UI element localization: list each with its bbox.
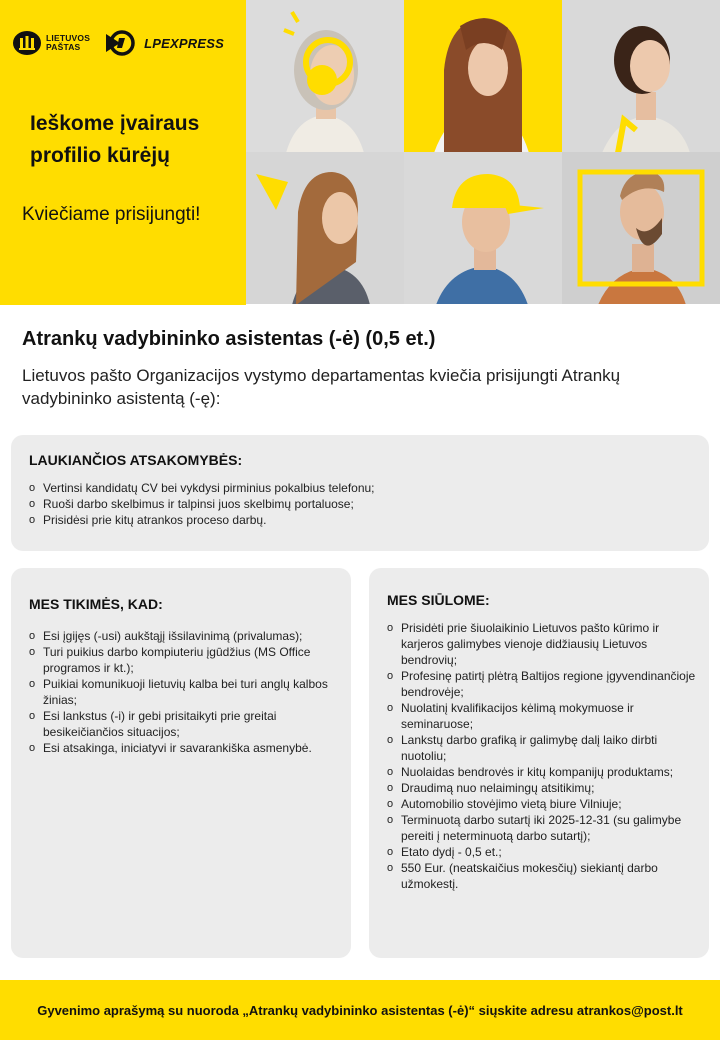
list-item: o Esi įgijęs (-usi) aukštąjį išsilavinimą (privalumas);: [29, 628, 329, 644]
portrait-man-yellow-cap: [404, 152, 562, 304]
responsibilities-card: [11, 435, 709, 551]
logo-lp-line1: LIETUVOS: [46, 33, 91, 43]
list-item: o Automobilio stovėjimo vietą biure Vilniuje;: [387, 796, 697, 812]
list-item: o Terminuotą darbo sutartį iki 2025-12-31 (su galimybe pereiti į neterminuotą darbo sutartį);: [387, 812, 697, 844]
responsibilities-list: [29, 480, 689, 528]
portrait-woman-arrow: [246, 152, 404, 304]
list-item: o Draudimą nuo nelaimingų atsitikimų;: [387, 780, 697, 796]
list-item: o Nuolaidas bendrovės ir kitų kompanijų produktams;: [387, 764, 697, 780]
job-intro: Lietuvos pašto Organizacijos vystymo departamentas kviečia prisijungti Atrankų vadybininko asistentą (-ę):: [22, 366, 621, 408]
hero-title: Ieškome įvairaus profilio kūrėjų: [30, 112, 200, 167]
hero-subtitle: Kviečiame prisijungti!: [22, 204, 201, 225]
expectations-card: [11, 568, 351, 958]
logo-lp-line2: PAŠTAS: [46, 42, 81, 52]
lietuvos-pastas-logo: [12, 30, 90, 56]
offer-card: [369, 568, 709, 958]
list-item: o Nuolatinį kvalifikacijos kėlimą mokymuose ir seminaruose;: [387, 700, 697, 732]
lietuvos-pastas-emblem-icon: [12, 30, 42, 56]
list-item: o Esi atsakinga, iniciatyvi ir savarankiška asmenybė.: [29, 740, 329, 756]
hero-banner: [0, 0, 720, 305]
list-item: o Etato dydį - 0,5 et.;: [387, 844, 697, 860]
footer-banner: [0, 980, 720, 1040]
offer-list: [387, 620, 697, 892]
portrait-woman-yellow: [404, 0, 562, 152]
footer-text: Gyvenimo aprašymą su nuoroda „Atrankų vadybininko asistentas (-ė)“ siųskite adresu atrankos@post.lt: [37, 1002, 683, 1018]
job-title: Atrankų vadybininko asistentas (-ė) (0,5 et.): [22, 328, 436, 350]
lpexpress-logo: [106, 30, 224, 56]
list-item: o Esi lankstus (-i) ir gebi prisitaikyti prie greitai besikeičiančios situacijos;: [29, 708, 329, 740]
portrait-woman-short-hair: [562, 0, 720, 152]
list-item: o Prisidėsi prie kitų atrankos proceso darbų.: [29, 512, 689, 528]
responsibilities-heading: LAUKIANČIOS ATSAKOMYBĖS:: [29, 452, 243, 468]
hero-text-panel: [0, 0, 246, 305]
list-item: o Turi puikius darbo kompiuteriu įgūdžius (MS Office programos ir kt.);: [29, 644, 329, 676]
list-item: o Profesinę patirtį plėtrą Baltijos regione įgyvendinančioje bendrovėje;: [387, 668, 697, 700]
lpexpress-emblem-icon: [106, 30, 140, 56]
list-item: o Prisidėti prie šiuolaikinio Lietuvos pašto kūrimo ir karjeros galimybes vienoje didžiausių Lietuvos bendrovių;: [387, 620, 697, 668]
list-item: o Vertinsi kandidatų CV bei vykdysi pirminius pokalbius telefonu;: [29, 480, 689, 496]
list-item: o Ruoši darbo skelbimus ir talpinsi juos skelbimų portaluose;: [29, 496, 689, 512]
offer-heading: MES SIŪLOME:: [387, 592, 490, 608]
portrait-grid: [246, 0, 720, 305]
expectations-list: [29, 628, 329, 756]
portrait-woman-headphones: [246, 0, 404, 152]
expectations-heading: MES TIKIMĖS, KAD:: [29, 596, 163, 612]
logo-lpx-text: LPEXPRESS: [144, 35, 224, 51]
list-item: o Puikiai komunikuoji lietuvių kalba bei turi anglų kalbos žinias;: [29, 676, 329, 708]
portrait-bearded-man: [562, 152, 720, 304]
list-item: o Lankstų darbo grafiką ir galimybę dalį laiko dirbti nuotoliu;: [387, 732, 697, 764]
logos: [12, 30, 224, 56]
list-item: o 550 Eur. (neatskaičius mokesčių) siekiantį darbo užmokestį.: [387, 860, 697, 892]
